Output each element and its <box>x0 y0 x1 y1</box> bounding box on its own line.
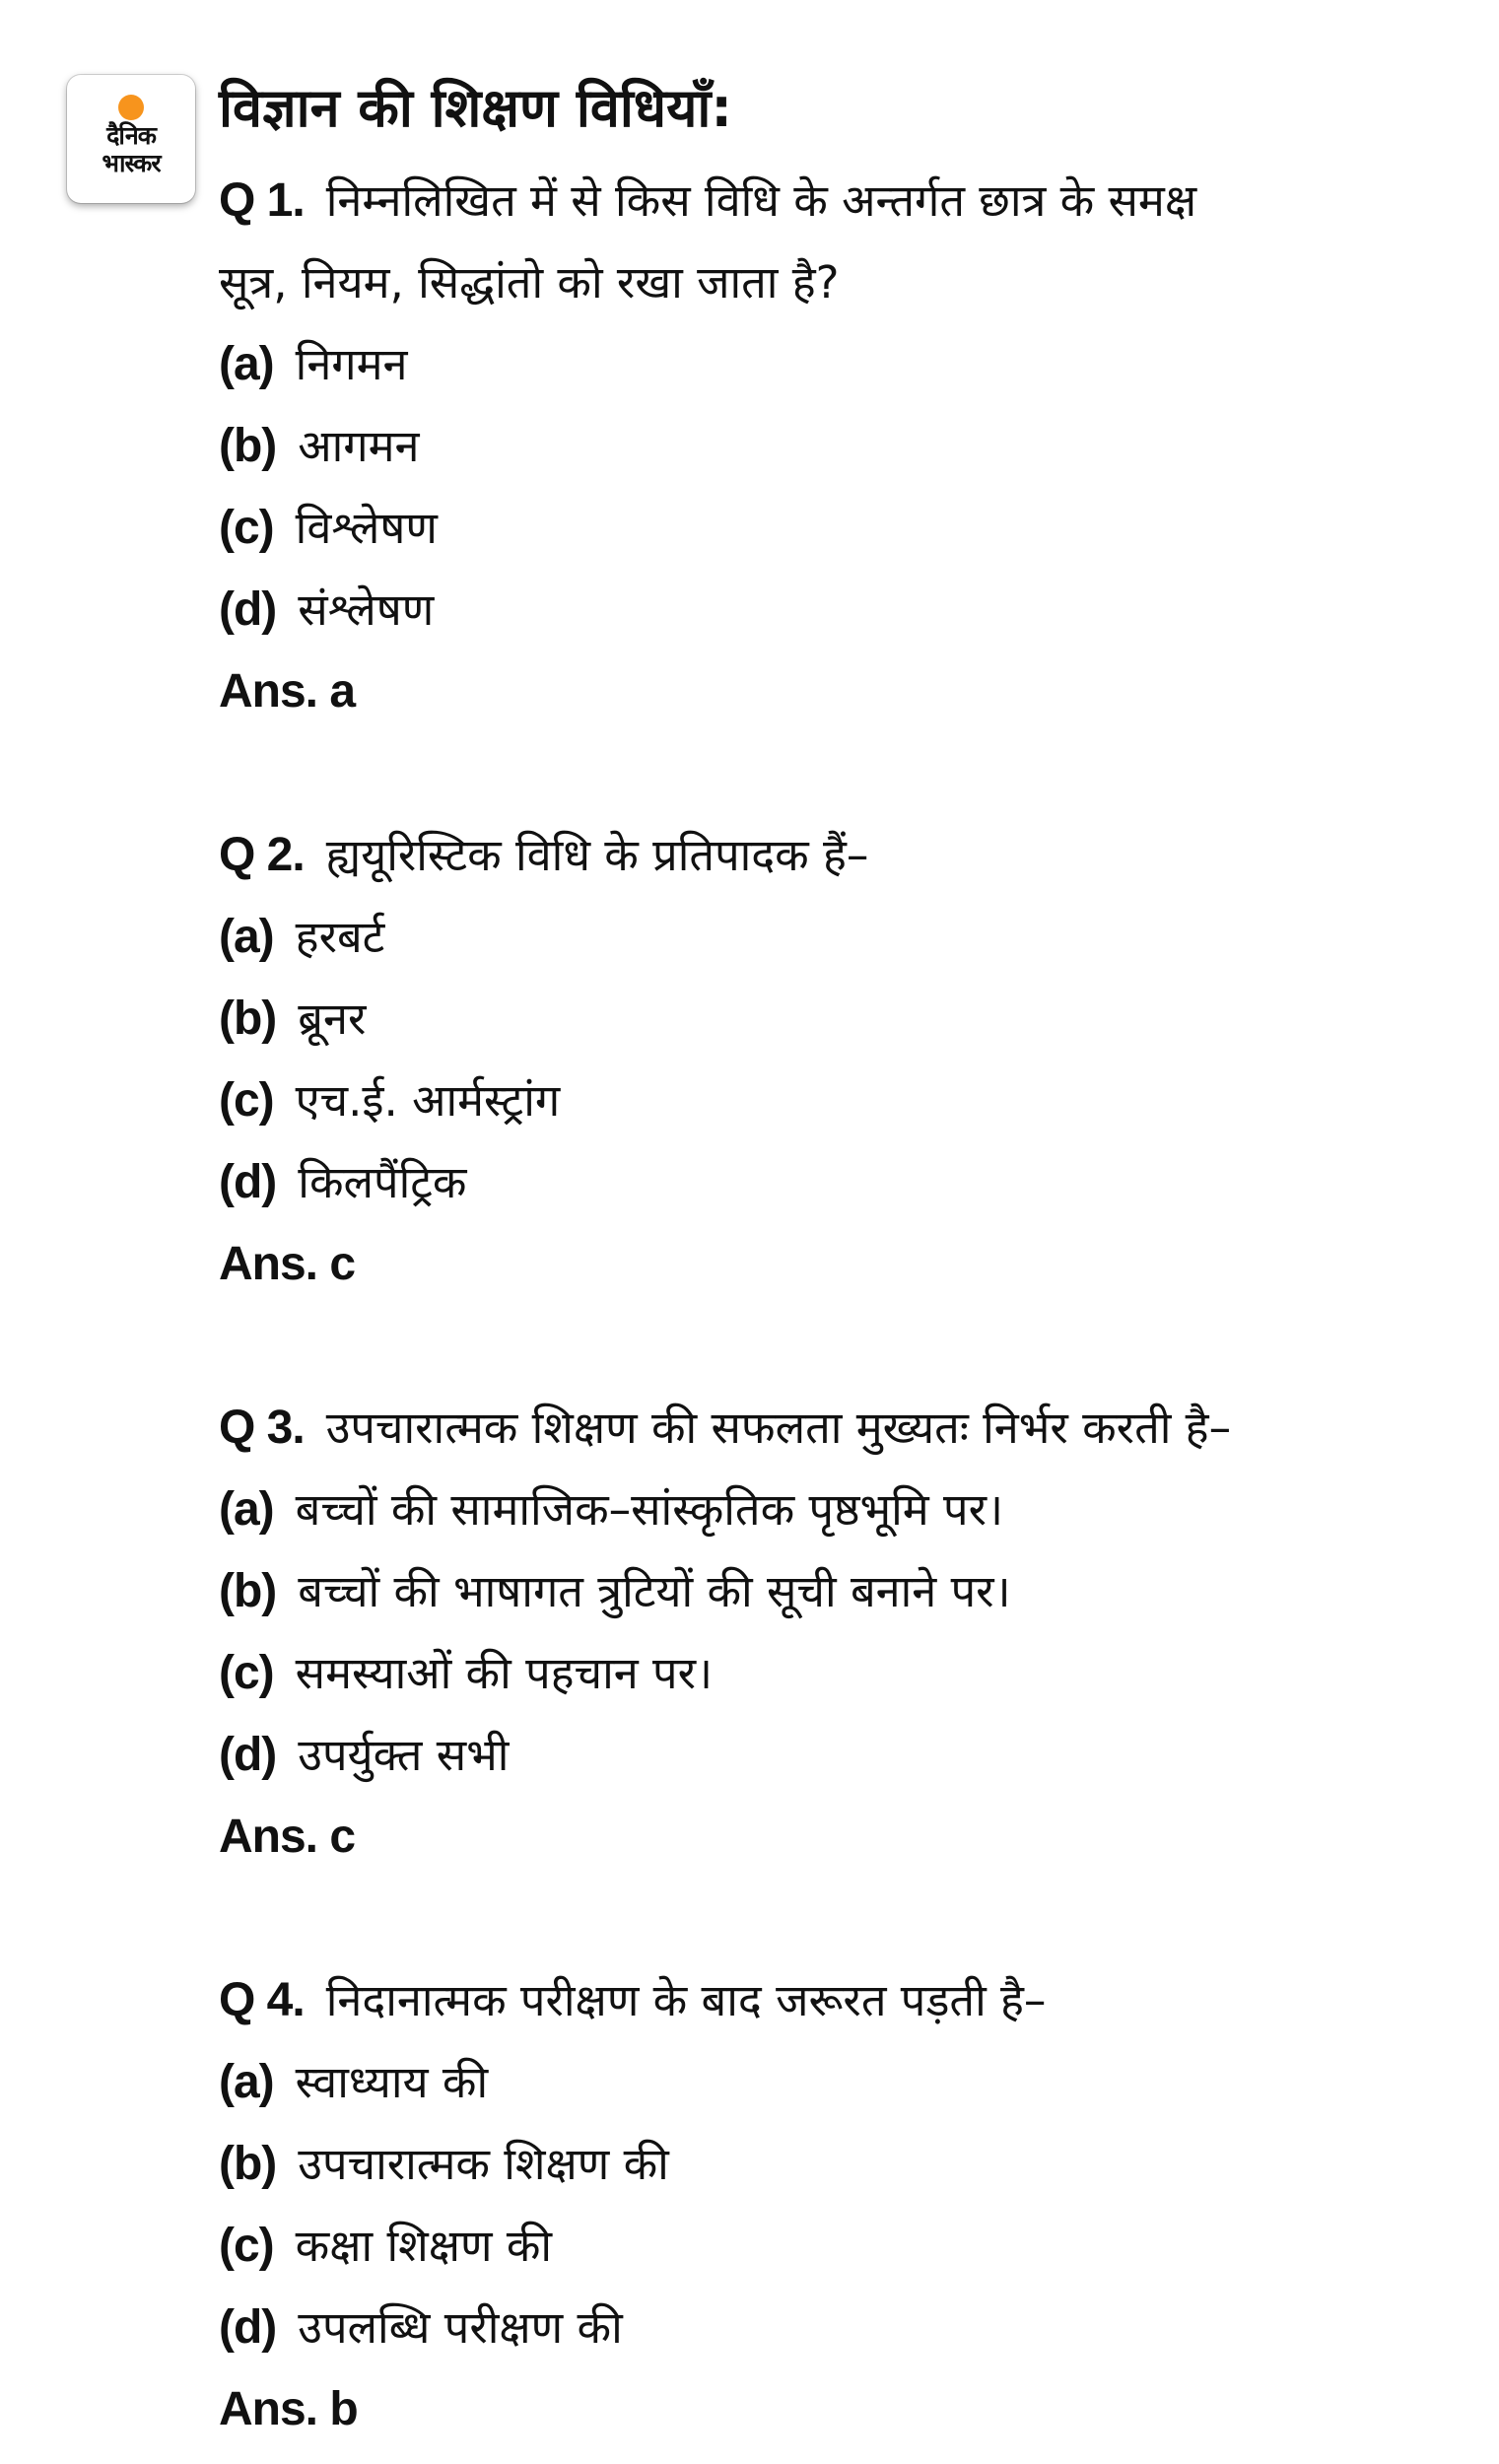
page-title: विज्ञान की शिक्षण विधियाँ: <box>219 77 733 139</box>
question-text-line1: उपचारात्मक शिक्षण की सफलता मुख्यतः निर्भर करती है– <box>325 1402 1232 1454</box>
option-text: बच्चों की सामाजिक–सांस्कृतिक पृष्ठभूमि पर। <box>295 1483 1004 1536</box>
option-label: (a) <box>219 2056 274 2108</box>
question-number: Q 2. <box>219 829 305 881</box>
option-a <box>219 323 1461 405</box>
question-text <box>219 814 1461 896</box>
option-text: एच.ई. आर्मस्ट्रांग <box>295 1074 561 1127</box>
question-block-1 <box>219 160 1461 732</box>
question-number: Q 1. <box>219 174 305 227</box>
option-label: (a) <box>219 338 274 390</box>
option-text: संश्लेषण <box>298 583 435 636</box>
sun-dot-icon <box>118 95 144 120</box>
option-text: समस्याओं की पहचान पर। <box>295 1647 714 1699</box>
option-text: उपर्युक्त सभी <box>298 1729 510 1781</box>
option-label: (b) <box>219 420 277 472</box>
option-text: बच्चों की भाषागत त्रुटियों की सूची बनाने पर। <box>298 1565 1011 1617</box>
question-block-4 <box>219 1959 1461 2450</box>
option-b <box>219 2123 1461 2205</box>
option-label: (c) <box>219 502 274 554</box>
option-text: उपचारात्मक शिक्षण की <box>298 2138 669 2190</box>
option-a <box>219 896 1461 978</box>
question-text <box>219 160 1461 241</box>
option-label: (d) <box>219 2301 277 2354</box>
option-label: (c) <box>219 1074 274 1127</box>
option-d <box>219 569 1461 650</box>
answer: Ans. c <box>219 1238 356 1290</box>
option-label: (b) <box>219 1565 277 1617</box>
option-label: (b) <box>219 992 277 1045</box>
question-text-line1: निदानात्मक परीक्षण के बाद जरूरत पड़ती है– <box>325 1974 1047 2026</box>
option-d <box>219 2287 1461 2368</box>
option-label: (c) <box>219 2220 274 2272</box>
question-block-3 <box>219 1387 1461 1878</box>
question-text <box>219 1387 1461 1469</box>
option-c <box>219 2205 1461 2287</box>
option-c <box>219 1060 1461 1141</box>
option-label: (d) <box>219 583 277 636</box>
option-text: ब्रूनर <box>298 992 367 1045</box>
option-c <box>219 1632 1461 1714</box>
option-text: किलपैंट्रिक <box>298 1156 467 1208</box>
option-label: (d) <box>219 1729 277 1781</box>
question-list <box>219 160 1461 2450</box>
logo-text-line1: दैनिक <box>106 121 156 150</box>
option-text: निगमन <box>295 338 408 390</box>
option-text: हरबर्ट <box>295 911 385 963</box>
question-block-2 <box>219 814 1461 1305</box>
option-label: (a) <box>219 1483 274 1536</box>
option-b <box>219 1550 1461 1632</box>
question-number: Q 4. <box>219 1974 305 2026</box>
answer: Ans. c <box>219 1811 356 1863</box>
answer: Ans. b <box>219 2383 358 2435</box>
option-a <box>219 2041 1461 2123</box>
question-number: Q 3. <box>219 1402 305 1454</box>
option-text: विश्लेषण <box>295 502 438 554</box>
question-text-line2: सूत्र, नियम, सिद्धांतो को रखा जाता है? <box>219 256 840 308</box>
option-text: स्वाध्याय की <box>295 2056 489 2108</box>
option-b <box>219 978 1461 1060</box>
option-b <box>219 405 1461 487</box>
option-d <box>219 1714 1461 1796</box>
option-c <box>219 487 1461 569</box>
answer: Ans. a <box>219 665 356 718</box>
option-d <box>219 1141 1461 1223</box>
option-text: उपलब्धि परीक्षण की <box>298 2301 623 2354</box>
option-label: (b) <box>219 2138 277 2190</box>
option-text: आगमन <box>298 420 420 472</box>
question-text <box>219 1959 1461 2041</box>
dainik-bhaskar-logo <box>67 75 195 203</box>
logo-text-line2: भास्कर <box>102 149 161 177</box>
question-text-line1: निम्नलिखित में से किस विधि के अन्तर्गत छात्र के समक्ष <box>325 174 1197 227</box>
option-label: (c) <box>219 1647 274 1699</box>
option-text: कक्षा शिक्षण की <box>295 2220 553 2272</box>
option-a <box>219 1469 1461 1550</box>
question-text-line1: ह्ययूरिस्टिक विधि के प्रतिपादक हैं– <box>325 829 869 881</box>
option-label: (d) <box>219 1156 277 1208</box>
option-label: (a) <box>219 911 274 963</box>
